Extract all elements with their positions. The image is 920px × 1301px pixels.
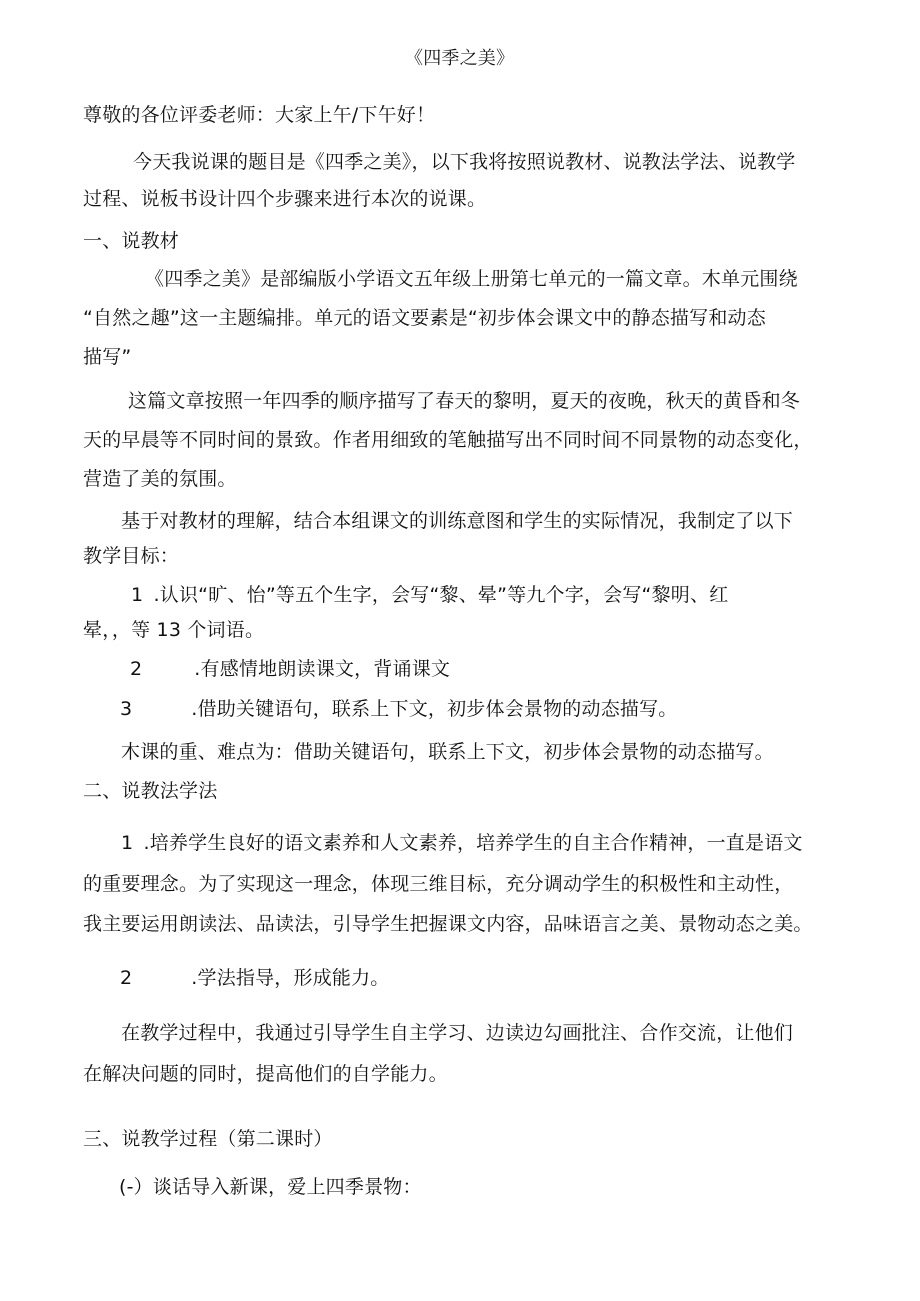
goal-number: 2 xyxy=(130,658,143,680)
goal-text: .借助关键语句，联系上下文，初步体会景物的动态描写。 xyxy=(191,698,678,720)
goal-text: .认识“旷、怡”等五个生字，会写“黎、晕”等九个字，会写“黎明、红 xyxy=(153,584,729,606)
section-1-para-2-line-1: 这篇文章按照一年四季的顺序描写了春天的黎明，夏天的夜晚，秋天的黄昏和冬 xyxy=(128,390,801,412)
item-text: .学法指导，形成能力。 xyxy=(191,967,390,989)
section-1-heading: 一、说教材 xyxy=(83,230,180,252)
section-2-item-2 xyxy=(120,966,390,990)
section-1-para-3-line-1: 基于对教材的理解，结合本组课文的训练意图和学生的实际情况，我制定了以下 xyxy=(121,510,794,532)
item-number: 1 xyxy=(121,832,134,854)
goal-2 xyxy=(130,657,450,681)
section-2-item-1-line-3: 我主要运用朗读法、品读法，引导学生把握课文内容，品味语言之美、景物动态之美。 xyxy=(83,913,813,935)
goal-1-line-2: 晕，，等 13 个词语。 xyxy=(83,619,265,641)
greeting: 尊敬的各位评委老师：大家上午/下午好！ xyxy=(83,104,436,126)
goal-1-line-1 xyxy=(131,583,728,607)
intro-line-1: 今天我说课的题目是《四季之美》，以下我将按照说教材、说教法学法、说教学 xyxy=(133,151,796,173)
item-text: .培养学生良好的语文素养和人文素养，培养学生的自主合作精神，一直是语文 xyxy=(143,832,803,854)
section-1-para-1-line-1: 《四季之美》是部编版小学语文五年级上册第七单元的一篇文章。木单元围绕 xyxy=(145,268,798,290)
section-1-para-2-line-2: 天的早晨等不同时间的景致。作者用细致的笔触描写出不同时间不同景物的动态变化， xyxy=(83,429,813,451)
document-title: 《四季之美》 xyxy=(405,48,515,69)
section-2-para-line-1: 在教学过程中，我通过引导学生自主学习、边读边勾画批注、合作交流，让他们 xyxy=(121,1022,794,1044)
section-1-para-3-line-2: 教学目标： xyxy=(83,545,180,567)
section-3-heading: 三、说教学过程（第二课时） xyxy=(83,1128,333,1150)
section-2-para-line-2: 在解决问题的同时，提高他们的自学能力。 xyxy=(83,1063,448,1085)
key-point: 木课的重、难点为：借助关键语句，联系上下文，初步体会景物的动态描写。 xyxy=(121,741,774,763)
goal-text: .有感情地朗读课文，背诵课文 xyxy=(194,658,451,680)
goal-number: 1 xyxy=(131,584,144,606)
intro-line-2: 过程、说板书设计四个步骤来进行本次的说课。 xyxy=(83,188,487,210)
section-1-para-1-line-2: “自然之趣”这一主题编排。单元的语文要素是“初步体会课文中的静态描写和动态 xyxy=(83,307,766,329)
section-3-sub-1: (-）谈话导入新课，爱上四季景物： xyxy=(119,1176,422,1198)
section-1-para-2-line-3: 营造了美的氛围。 xyxy=(83,468,237,490)
goal-number: 3 xyxy=(120,698,133,720)
section-2-item-1-line-2: 的重要理念。为了实现这一理念，体现三维目标，充分调动学生的积极性和主动性， xyxy=(83,873,794,895)
goal-3 xyxy=(120,697,678,721)
section-2-heading: 二、说教法学法 xyxy=(83,780,218,802)
section-1-para-1-line-3: 描写” xyxy=(83,346,132,368)
section-2-item-1-line-1 xyxy=(121,831,803,855)
item-number: 2 xyxy=(120,967,133,989)
